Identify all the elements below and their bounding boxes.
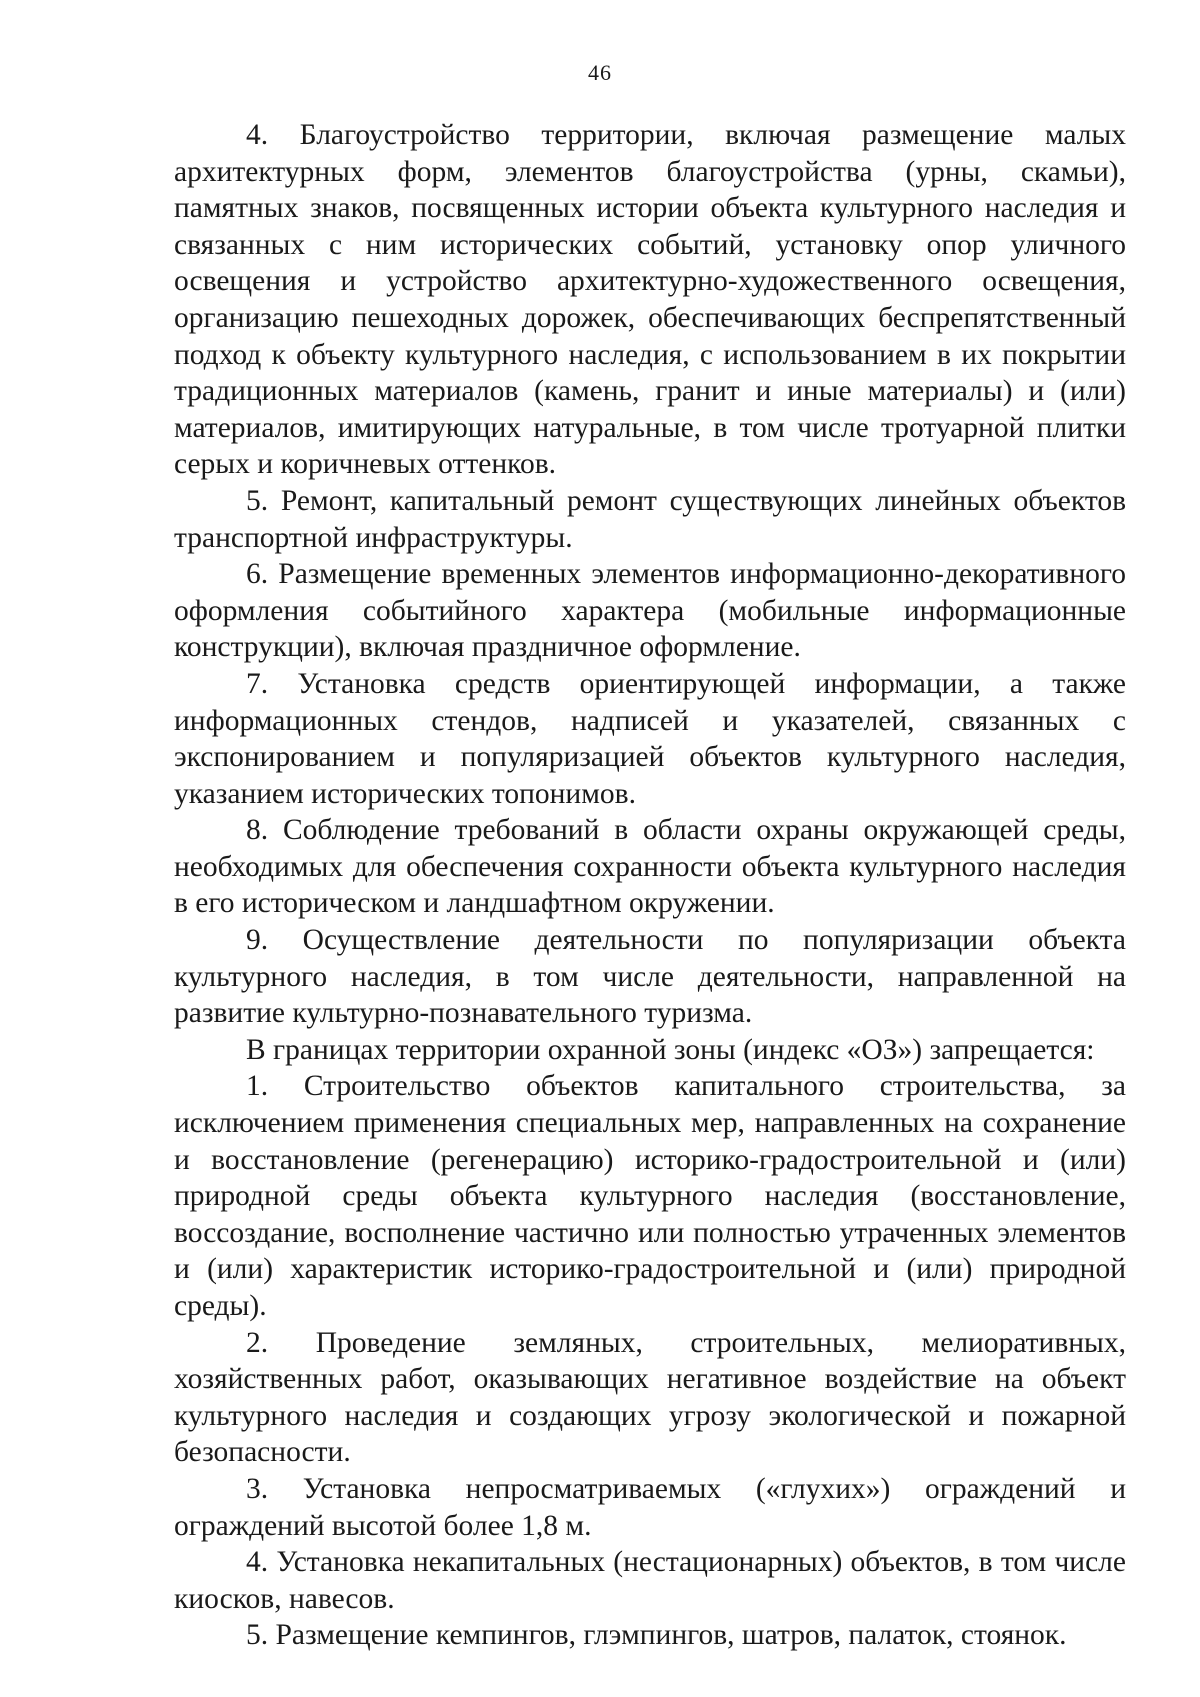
document-body — [174, 117, 1126, 1654]
paragraph-capital-construction-ban: 1. Строительство объектов капитального строительства, за исключением применения специальных мер, направленных на сохранение и восстановление (регенерацию) историко-градостроительной и (или) природной среды объекта культурного наследия (восстановление, воссоздание, восполнение частично или полностью утраченных элементов и (или) характеристик историко-градостроительной и (или) природной среды). — [174, 1070, 1126, 1322]
paragraph-popularization: 9. Осуществление деятельности по популяризации объекта культурного наследия, в том числе деятельности, направленной на развитие культурно-познавательного туризма. — [174, 924, 1126, 1030]
paragraph-landscaping: 4. Благоустройство территории, включая размещение малых архитектурных форм, элементов благоустройства (урны, скамьи), памятных знаков, посвященных истории объекта культурного наследия и связанных с ним исторических событий, установку опор уличного освещения и устройство архитектурно-художественного освещения, организацию пешеходных дорожек, обеспечивающих беспрепятственный подход к объекту культурного наследия, с использованием в их покрытии традиционных материалов (камень, гранит и иные материалы) и (или) материалов, имитирующих натуральные, в том числе тротуарной плитки серых и коричневых оттенков. — [174, 119, 1126, 481]
paragraph-prohibitions-heading: В границах территории охранной зоны (индекс «ОЗ») запрещается: — [246, 1033, 1095, 1066]
paragraph-environment-protection: 8. Соблюдение требований в области охраны окружающей среды, необходимых для обеспечения сохранности объекта культурного наследия в его историческом и ландшафтном окружении. — [174, 814, 1126, 920]
page-number: 46 — [588, 60, 612, 85]
paragraph-transport-repair: 5. Ремонт, капитальный ремонт существующих линейных объектов транспортной инфраструктуры. — [174, 484, 1126, 554]
paragraph-orientation-info: 7. Установка средств ориентирующей информации, а также информационных стендов, надписей и указателей, связанных с экспонированием и популяризацией объектов культурного наследия, указанием исторических топонимов. — [174, 667, 1126, 810]
paragraph-camping-ban: 5. Размещение кемпингов, глэмпингов, шатров, палаток, стоянок. — [246, 1619, 1067, 1652]
paragraph-temporary-objects-ban: 4. Установка некапитальных (нестационарных) объектов, в том числе киосков, навесов. — [174, 1546, 1126, 1615]
paragraph-temporary-decoration: 6. Размещение временных элементов информационно-декоративного оформления событийного характера (мобильные информационные конструкции), включая праздничное оформление. — [174, 558, 1126, 664]
paragraph-earthworks-ban: 2. Проведение земляных, строительных, мелиоративных, хозяйственных работ, оказывающих негативное воздействие на объект культурного наследия и создающих угрозу экологической и пожарной безопасности. — [174, 1326, 1126, 1469]
paragraph-fences-ban: 3. Установка непросматриваемых («глухих») ограждений и ограждений высотой более 1,8 м. — [174, 1472, 1126, 1542]
